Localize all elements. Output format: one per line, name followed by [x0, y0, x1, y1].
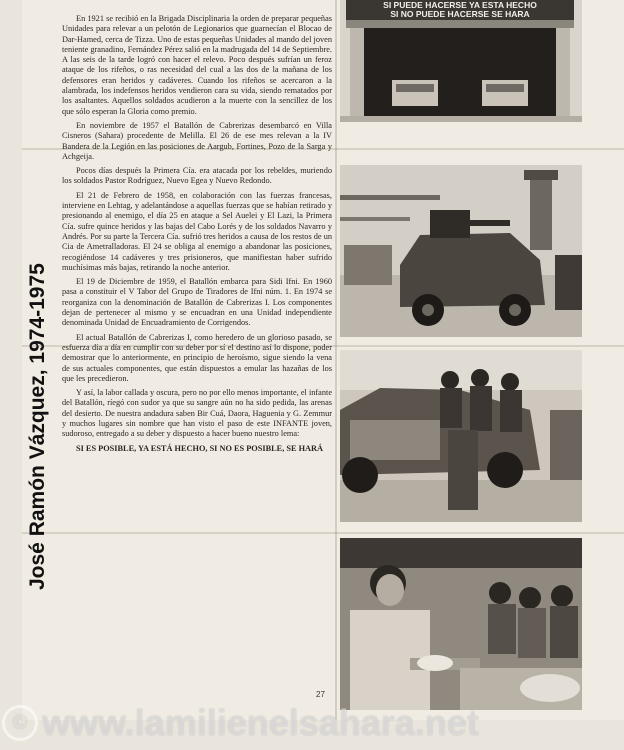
page-fold-vertical [335, 0, 337, 720]
paragraph: El 21 de Febrero de 1958, en colaboración con las fuerzas francesas, interviene en Lehtag, y adelantándose a aquellas fuerzas que se habían retirado y presionando al enemigo, el día 25 en ataque a Sel Auelei y El Lazi, la Primera Cía. sufre quince heridos y las bajas del Cabo Lorés y de los soldados Navarro y Andrés. Por su parte la Tercera Cía. sufrió tres heridos a causa de los restos de un Cia de Ametralladoras. El 24 se obliga al enemigo a abandonar las posiciones, recogiéndose 14 cadáveres y tres prisioneros, que manifiestan haber sufrido muchísimas más bajas, retirando la noche anterior. [62, 190, 332, 272]
paragraph: Pocos días después la Primera Cía. era atacada por los rebeldes, muriendo los soldados Pastor Rodríguez, Nuevo Egea y Nuevo Redondo. [62, 166, 332, 186]
photo-credit-caption: José Ramón Vázquez, 1974-1975 [26, 263, 49, 590]
photo-armored-car [340, 165, 582, 337]
sign-line-1: SI PUEDE HACERSE YA ESTA HECHO [383, 0, 537, 10]
copyright-icon: © [2, 705, 38, 741]
page-number: 27 [316, 690, 325, 699]
paragraph: El 19 de Diciembre de 1959, el Batallón embarca para Sidi Ifni. En 1960 pasa a constituir el V Tabor del Grupo de Tiradores de Ifni núm. 1. En 1974 se reorganiza con la denominación de Batallón de Cabrerizas I. Los componentes dejan de pertenecer al mismo y se encuadran en una Unidad independiente denominada Unidad de Encuadramiento de Corrigendos. [62, 277, 332, 328]
paragraph: Y así, la labor callada y oscura, pero no por ello menos importante, el infante del Batallón, ríegó con sudor ya que su sangre aún no ha sido pedida, las arenas del desierto. De nuestra andadura saben Bir Cuá, Daora, Haguenia y G. Zemmur y muchos lugares sin nombre que han visto el paso de este INFANTE joven, sudoroso, entregado a su deber y dispuesto a hacer bueno nuestro lema: [62, 388, 332, 439]
watermark-text: www.lamilienelsahara.net [42, 703, 479, 743]
photo-barracks-entrance [340, 0, 582, 122]
motto-paragraph: SI ES POSIBLE, YA ESTÁ HECHO, SI NO ES POSIBLE, SE HARÁ [76, 443, 323, 453]
paragraph: En noviembre de 1957 el Batallón de Cabrerizas desembarcó en Villa Cisneros (Sahara) procedente de Melilla. El 26 de ese mes relevan a la IV Bandera de la Legión en las posiciones de Aargub, Fortines, Pozo de la Sarga y Achgeija. [62, 120, 332, 161]
article-text [62, 14, 332, 704]
paragraph: El actual Batallón de Cabrerizas I, como heredero de un glorioso pasado, se esfuerza día a día en cumplir con su deber por sí el destino así lo dispone, poder demostrar que lo anteriormente, en principio de heroísmo, sigue siendo la vena de sus actuales componentes, que están dispuestos a emular las hazañas de los que les precedieron. [62, 332, 332, 383]
sign-line-2: SI NO PUEDE HACERSE SE HARA [390, 9, 530, 19]
photo-soldiers-jeep [340, 350, 582, 522]
photo-soldiers-eating [340, 538, 582, 710]
paragraph: En 1921 se recibió en la Brigada Disciplinaria la orden de preparar pequeñas Unidades para relevar a un pelotón de Legionarios que guarnecían el Blocao de Dar-Hamed, cerca de Tizza. Uno de estas pequeñas Unidades al mando del joven teniente granadino, Fernández Pérez salió en la madrugada del 14 de Septiembre. A las seis de la tarde logró con hacer el relevo. Poco después sufrían un feroz ataque de los rifeños, o ras necesidad del cual a las dos de la mañana de los defensores eran heridos y cadáveres. Cuando los rifeños se acercaron a la alambrada, los indefensos heridos vendieron cara su vida, siendo rematados por los asaltantes. Aquellos soldados acudieron a la muerte con la sencillez de los que sólo esperan la Gloria como premio. [62, 14, 332, 116]
site-watermark [0, 703, 624, 743]
